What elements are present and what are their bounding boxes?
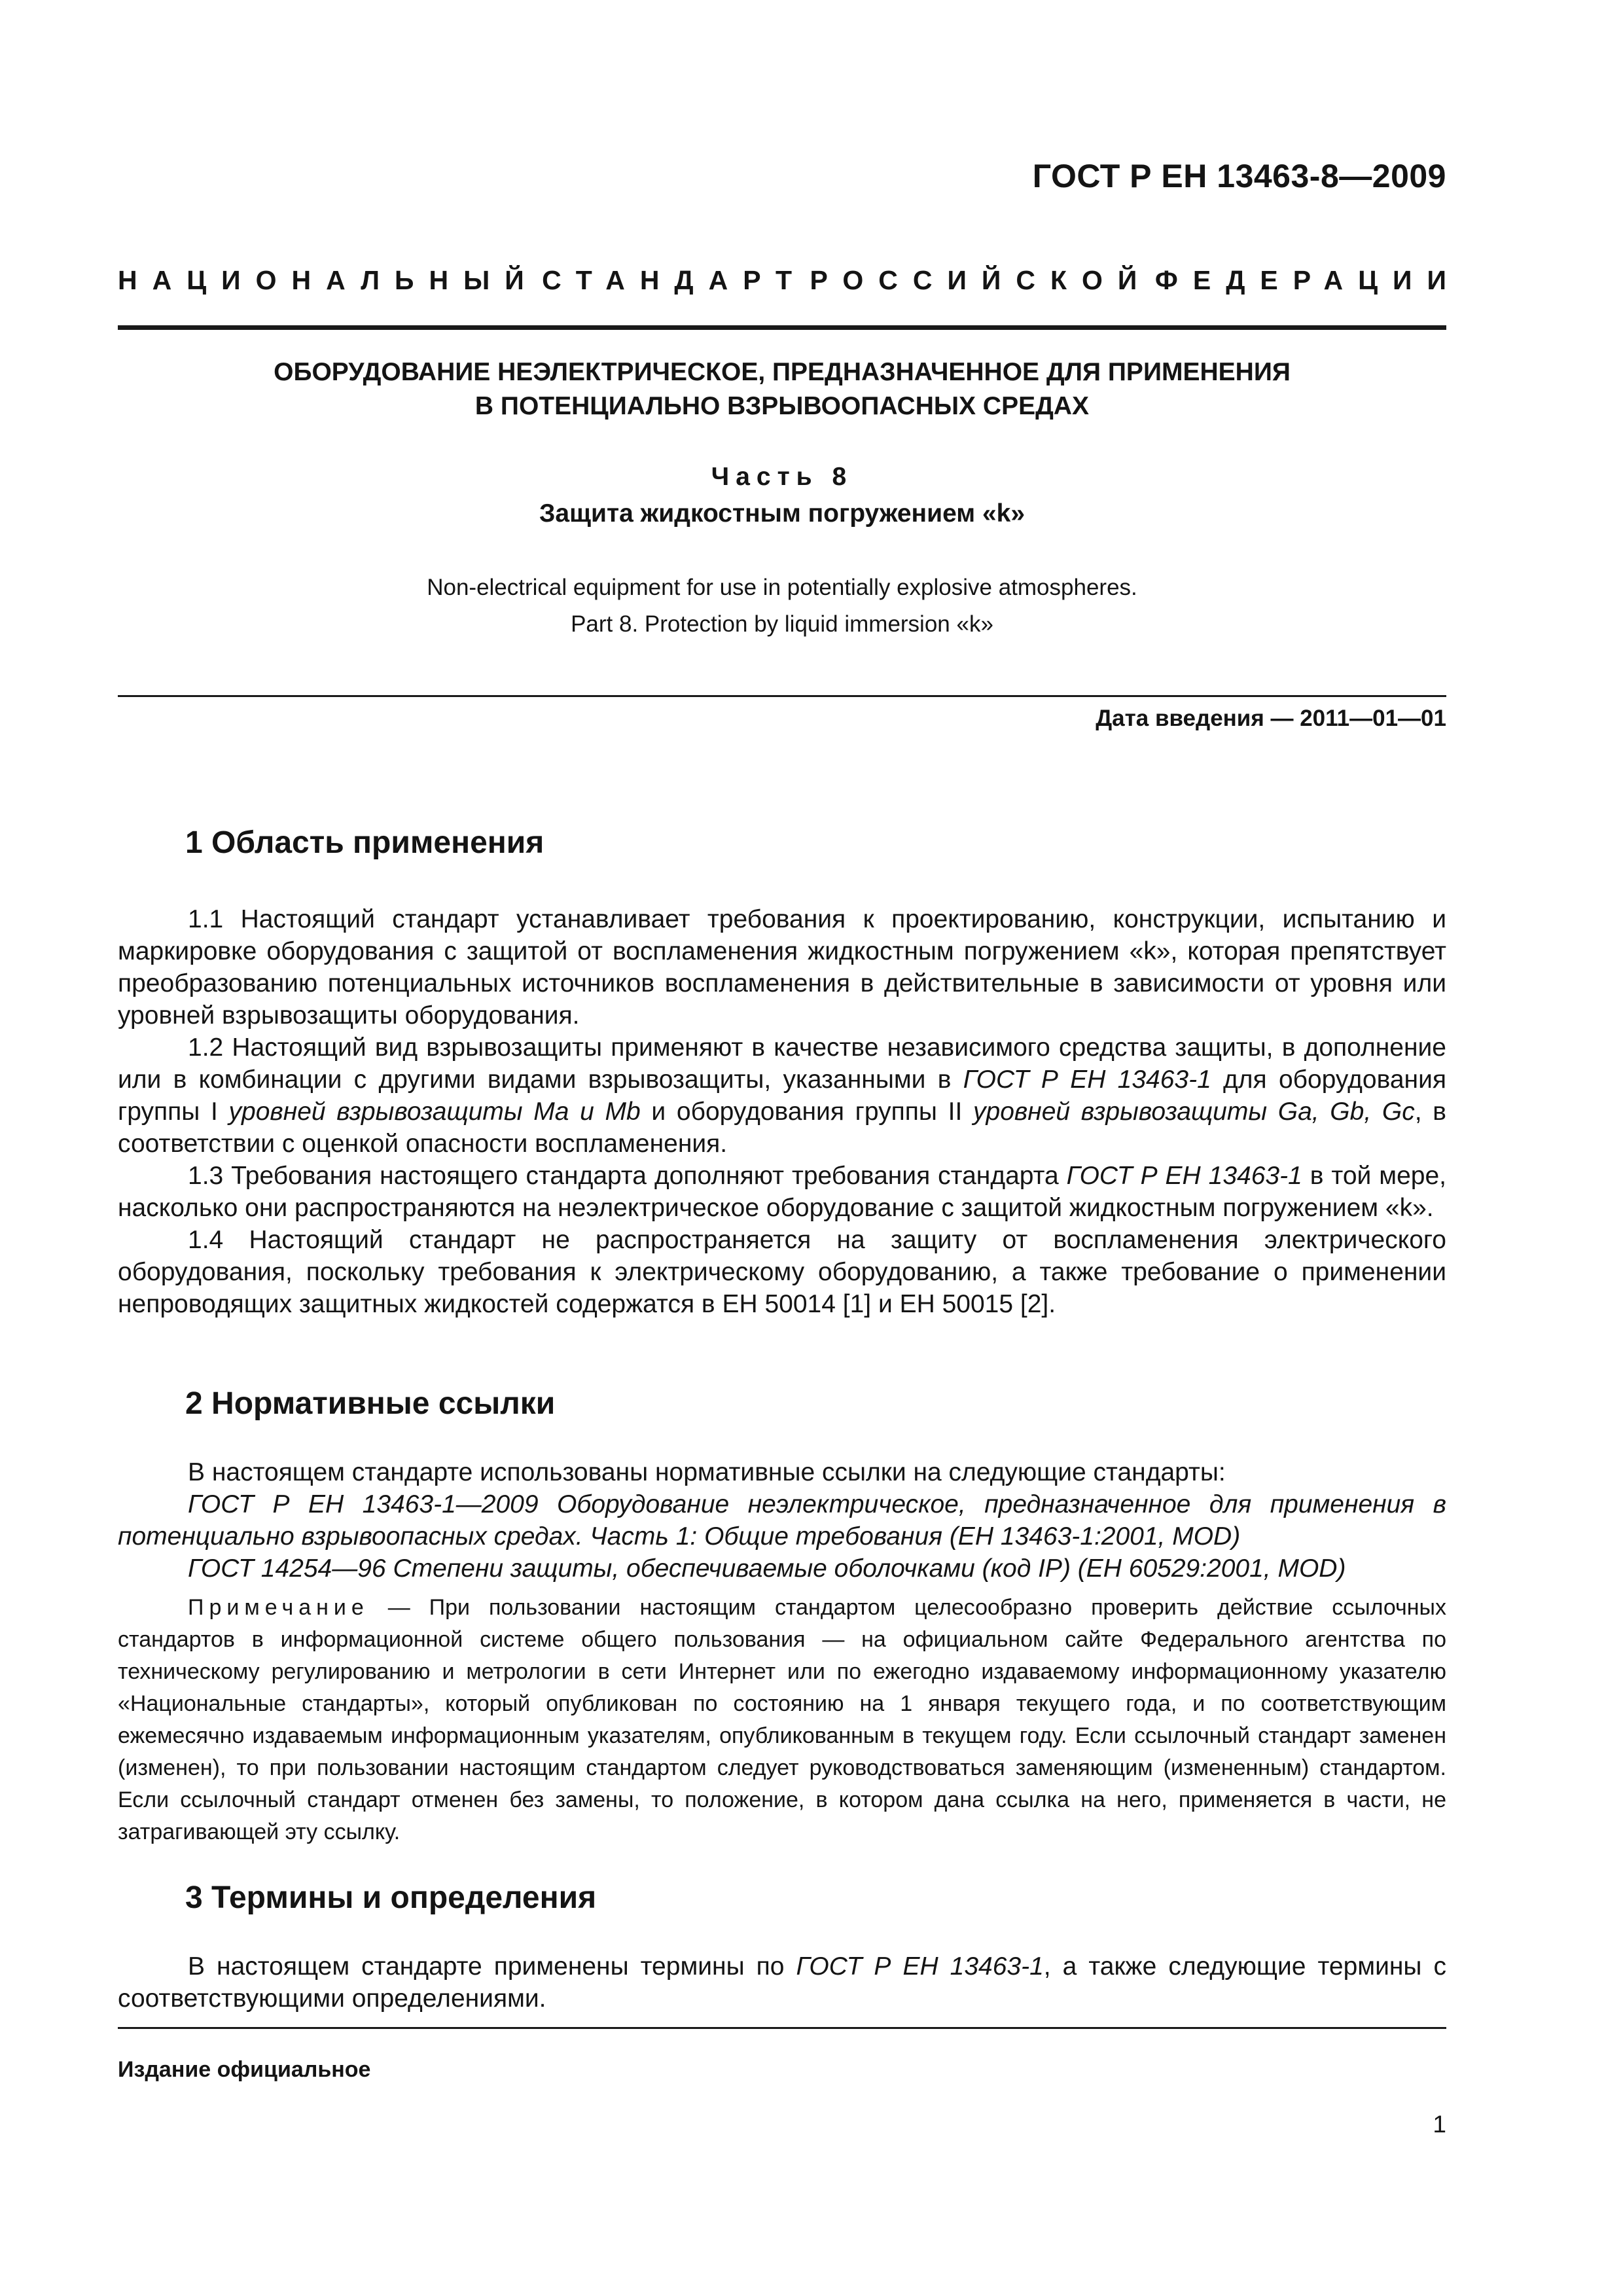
- section-1-heading: 1 Область применения: [185, 825, 544, 860]
- p12-text-c: для оборудования группы I: [118, 1066, 1446, 1126]
- paragraph-1-4: 1.4 Настоящий стандарт не распространяется на защиту от воспламенения электрического оборудования, поскольку требования к электрическому оборудованию, а также требование о применении непроводящих защитных жидкостей содержатся в ЕН 50014 [1] и ЕН 50015 [2].: [118, 1226, 1446, 1318]
- p3-text-c: , а также следующие термины с соответствующими определениями.: [118, 1952, 1446, 2013]
- note-block: [118, 1592, 1446, 1848]
- english-title-line-1: Non-electrical equipment for use in potentially explosive atmospheres.: [427, 575, 1137, 600]
- english-title: [118, 569, 1446, 643]
- paragraph-3-intro: [118, 1950, 1446, 2015]
- p13-text-c: в той мере, насколько они распространяются на неэлектрическое оборудование с защитой жидкостным погружением «k».: [118, 1162, 1446, 1222]
- p12-levels-g: уровней взрывозащиты Ga, Gb, Gc: [973, 1098, 1415, 1126]
- reference-gost-13463-1: ГОСТ Р ЕН 13463-1—2009 Оборудование неэлектрическое, предназначенное для применения в потенциально взрывоопасных средах. Часть 1: Общие требования (ЕН 13463-1:2001, MOD): [118, 1490, 1446, 1551]
- edition-label: Издание официальное: [118, 2057, 371, 2082]
- title-line-2: В ПОТЕНЦИАЛЬНО ВЗРЫВООПАСНЫХ СРЕДАХ: [474, 392, 1090, 420]
- reference-gost-14254: ГОСТ 14254—96 Степени защиты, обеспечиваемые оболочками (код IP) (ЕН 60529:2001, MOD): [188, 1554, 1346, 1583]
- paragraph-1-1: 1.1 Настоящий стандарт устанавливает требования к проектированию, конструкции, испытанию и маркировке оборудования с защитой от воспламенения жидкостным погружением «k», которая препятствует преобразованию потенциальных источников воспламенения в действительные в зависимости от уровня или уровней взрывозащиты оборудования.: [118, 905, 1446, 1030]
- paragraph-1-3: [118, 1160, 1446, 1224]
- english-title-line-2: Part 8. Protection by liquid immersion «k»: [571, 611, 993, 637]
- footer-rule: [118, 2027, 1446, 2029]
- note-text: — При пользовании настоящим стандартом целесообразно проверить действие ссылочных стандартов в информационной системе общего пользования — на официальном сайте Федерального агентства по техническому регулированию и метрологии в сети Интернет или по ежегодно издаваемому информационному указателю «Национальные стандарты», который опубликован по состоянию на 1 января текущего года, и по соответствующим ежемесячно издаваемым информационным указателям, опубликованным в текущем году. Если ссылочный стандарт заменен (изменен), то при пользовании настоящим стандартом следует руководствоваться заменяющим (измененным) стандартом. Если ссылочный стандарт отменен без замены, то положение, в котором дана ссылка на него, применяется в части, не затрагивающей эту ссылку.: [118, 1595, 1446, 1844]
- part-subtitle: Защита жидкостным погружением «k»: [539, 499, 1026, 528]
- section-2-body: [118, 1456, 1446, 1585]
- p3-ref: ГОСТ Р ЕН 13463-1: [796, 1952, 1044, 1981]
- banner-word-4: ФЕДЕРАЦИИ: [1154, 265, 1461, 295]
- banner-word-2: СТАНДАРТ: [542, 265, 808, 295]
- banner-word-1: НАЦИОНАЛЬНЫЙ: [118, 265, 539, 295]
- paragraph-1-2: [118, 1031, 1446, 1160]
- p13-text-a: 1.3 Требования настоящего стандарта дополняют требования стандарта: [188, 1162, 1067, 1190]
- effective-date: Дата введения — 2011—01—01: [1096, 706, 1446, 731]
- p12-ref: ГОСТ Р ЕН 13463-1: [963, 1066, 1211, 1094]
- section-2-heading: 2 Нормативные ссылки: [185, 1386, 556, 1421]
- banner-word-3: РОССИЙСКОЙ: [810, 265, 1152, 295]
- document-title: [118, 355, 1446, 423]
- national-standard-banner: [118, 265, 1461, 296]
- p12-text-e: и оборудования группы II: [640, 1098, 974, 1126]
- references-intro: В настоящем стандарте использованы нормативные ссылки на следующие стандарты:: [188, 1458, 1226, 1486]
- section-3-body: [118, 1950, 1446, 2015]
- title-line-1: ОБОРУДОВАНИЕ НЕЭЛЕКТРИЧЕСКОЕ, ПРЕДНАЗНАЧЕННОЕ ДЛЯ ПРИМЕНЕНИЯ: [274, 358, 1291, 386]
- section-3-heading: 3 Термины и определения: [185, 1880, 597, 1915]
- p12-text-g: , в соответствии с оценкой опасности воспламенения.: [118, 1098, 1446, 1158]
- p13-ref: ГОСТ Р ЕН 13463-1: [1066, 1162, 1302, 1190]
- part-label: Часть 8: [711, 463, 853, 491]
- page-number: 1: [1433, 2111, 1446, 2138]
- p3-text-a: В настоящем стандарте применены термины по: [188, 1952, 796, 1981]
- document-number: ГОСТ Р ЕН 13463-8—2009: [1032, 158, 1446, 194]
- note-label: Примечание: [188, 1595, 369, 1620]
- p12-text-a: 1.2 Настоящий вид взрывозащиты применяют в качестве независимого средства защиты, в дополнение или в комбинации с другими видами взрывозащиты, указанными в: [118, 1033, 1446, 1094]
- section-1-body: [118, 903, 1446, 1320]
- header-rule: [118, 325, 1446, 330]
- p12-levels-m: уровней взрывозащиты Ma и Mb: [228, 1098, 641, 1126]
- date-rule: [118, 695, 1446, 697]
